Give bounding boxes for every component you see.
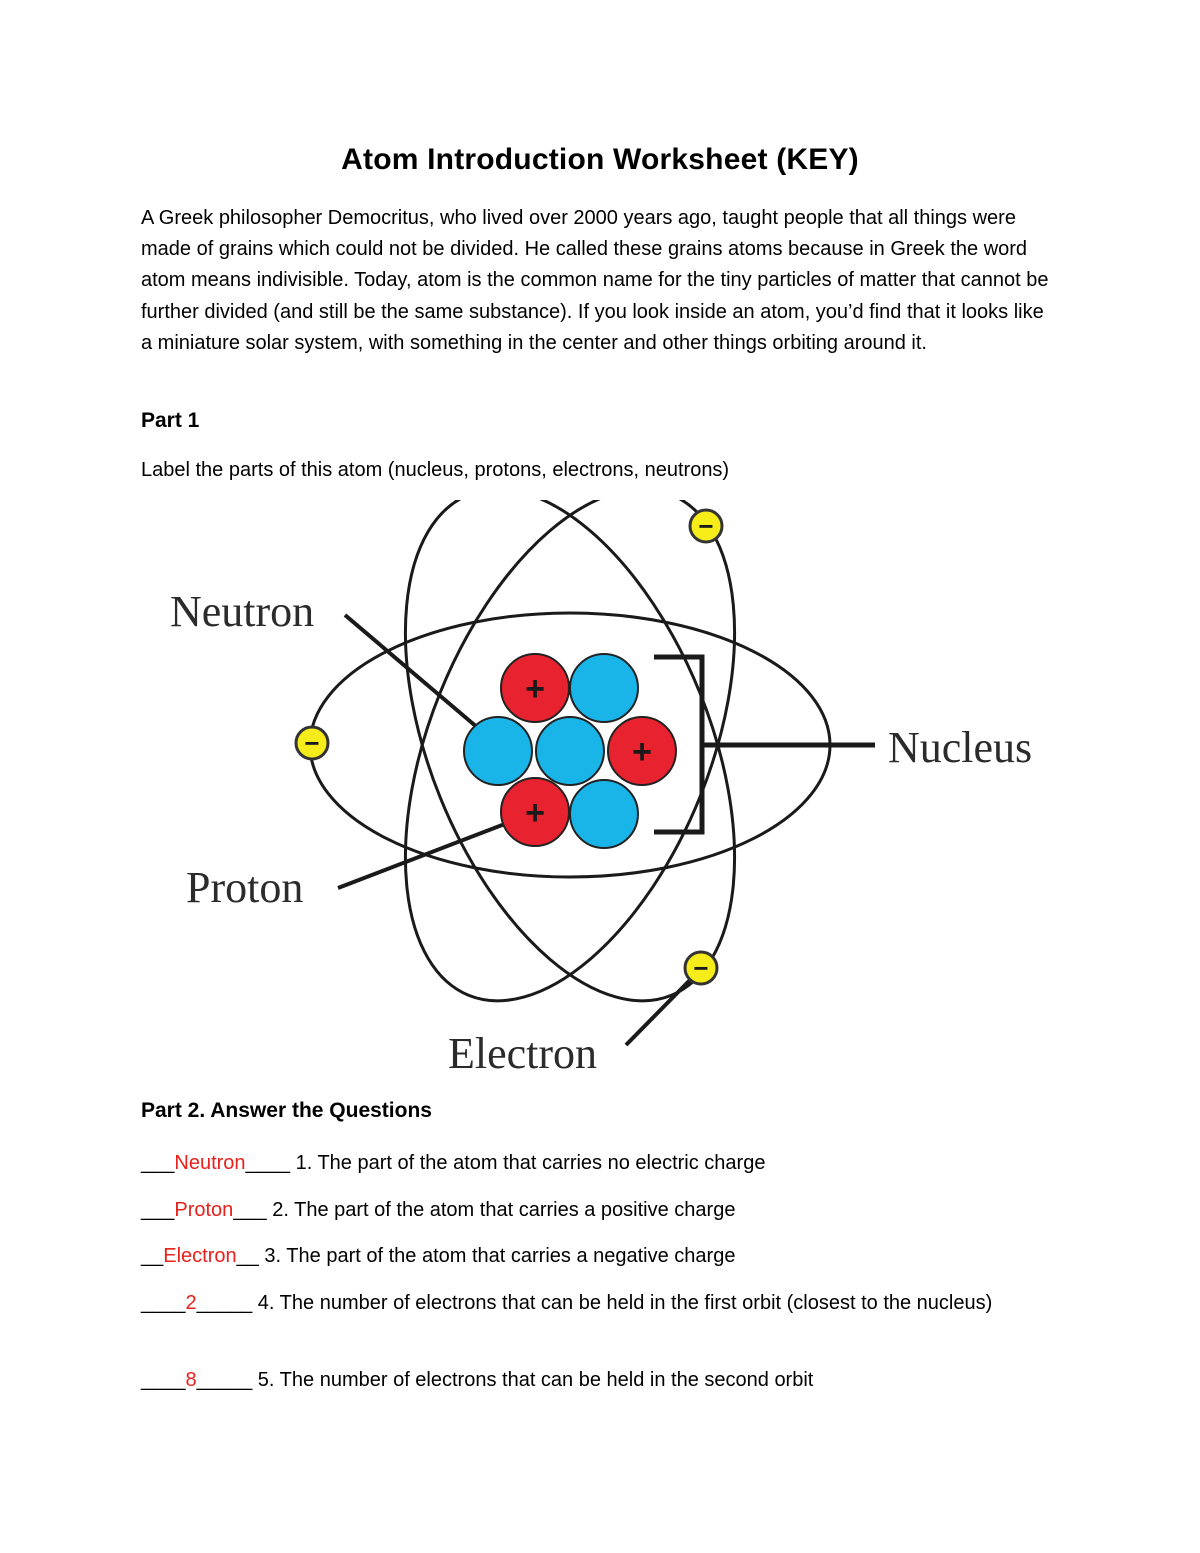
question-text: 2. The part of the atom that carries a positive charge [266,1199,736,1221]
page-title: Atom Introduction Worksheet (KEY) [341,143,859,176]
electron-particle [690,510,722,542]
atom-diagram [160,500,1080,1090]
nucleus-label: Nucleus [888,723,1033,772]
proton-sign: + [632,733,652,771]
electron-pointer [626,980,690,1045]
electron-sign: − [304,728,320,758]
electron-label: Electron [448,1029,598,1078]
answer-blank-post: _____ [196,1369,253,1391]
part2-heading: Part 2. Answer the Questions [141,1099,432,1122]
neutron-particle [570,654,638,722]
answer-blank-post: _____ [196,1292,253,1314]
question-2 [141,1195,1041,1226]
proton-label: Proton [186,863,304,912]
answer-text: Electron [163,1245,237,1267]
answer-text: 8 [185,1369,197,1391]
proton-pointer [338,822,510,888]
answer-blank-pre: ___ [141,1152,175,1174]
answer-blank-post: __ [236,1245,259,1267]
answer-blank-pre: __ [141,1245,164,1267]
proton-sign: + [525,670,545,708]
answer-blank-post: ____ [245,1152,291,1174]
electron-sign: − [693,953,709,983]
neutron-pointer [345,615,478,728]
answer-text: Neutron [174,1152,246,1174]
answer-blank-post: ___ [233,1199,267,1221]
nucleus-bracket [654,657,875,832]
intro-paragraph: A Greek philosopher Democritus, who lived over 2000 years ago, taught people that all things were made of grains which could not be divided. He called these grains atoms because in Greek the word atom means indivisible. Today, atom is the common name for the tiny particles of matter that cannot be further divided (and still be the same substance). If you look inside an atom, you’d find that it looks like a miniature solar system, with something in the center and other things orbiting around it. [141,207,1049,354]
question-4 [141,1288,1041,1319]
question-text: 5. The number of electrons that can be held in the second orbit [252,1369,814,1391]
question-1 [141,1148,1041,1179]
answer-blank-pre: ____ [141,1369,186,1391]
electron-particle [296,727,328,759]
part1-instruction: Label the parts of this atom (nucleus, protons, electrons, neutrons) [141,459,730,481]
answer-blank-pre: ____ [141,1292,186,1314]
answer-text: 2 [185,1292,197,1314]
neutron-particle [464,717,532,785]
question-5 [141,1365,1041,1396]
question-3 [141,1241,1041,1272]
question-text: 4. The number of electrons that can be held in the first orbit (closest to the nucleus) [252,1292,993,1314]
electron-particle [685,952,717,984]
electron-sign: − [698,511,714,541]
question-text: 1. The part of the atom that carries no electric charge [290,1152,766,1174]
neutron-particle [570,780,638,848]
neutron-particle [536,717,604,785]
neutron-label: Neutron [170,587,315,636]
question-text: 3. The part of the atom that carries a negative charge [258,1245,736,1267]
part1-heading: Part 1 [141,409,200,432]
answer-blank-pre: ___ [141,1199,175,1221]
answer-text: Proton [174,1199,234,1221]
proton-sign: + [525,794,545,832]
